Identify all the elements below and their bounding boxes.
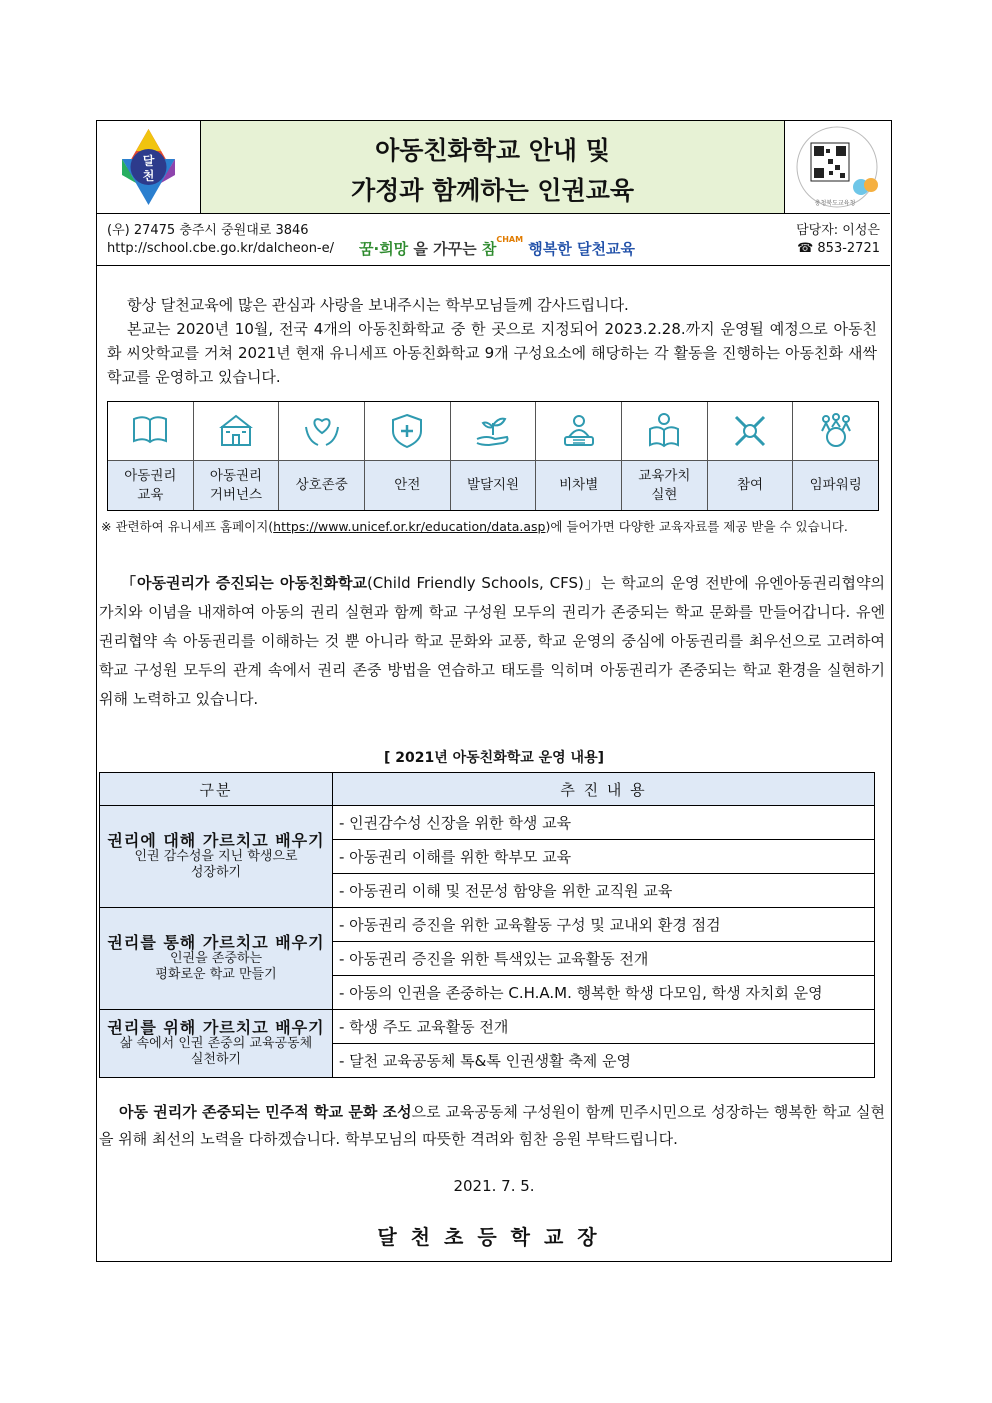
plan-category-title: 권리를 위해 가르치고 배우기: [107, 1017, 325, 1037]
cfs-component-label: 안전: [365, 461, 450, 510]
emblem-text-bottom: 천: [142, 169, 155, 183]
school-address: (우) 27475 충주시 중원대로 3846: [107, 223, 309, 238]
plan-item: - 아동권리 증진을 위한 특색있는 교육활동 전개: [333, 942, 875, 976]
cfs-component-icon-box: [622, 402, 707, 461]
cfs-component-6: [536, 402, 622, 510]
cfs-component-label: 아동권리 교육: [108, 461, 193, 510]
plan-category-1: [100, 806, 333, 908]
document-title-line2: 가정과 함께하는 인권교육: [350, 176, 635, 205]
table-row: [100, 806, 875, 840]
principal-signature: 달천초등학교장: [377, 1225, 611, 1249]
plan-category-subtitle: 인권을 존중하는 평화로운 학교 만들기: [155, 950, 277, 982]
cfs-component-label: 아동권리 거버넌스: [194, 461, 279, 510]
closing-paragraph: [99, 1099, 885, 1153]
document-date: 2021. 7. 5.: [453, 1177, 535, 1195]
cfs-component-7: [622, 402, 708, 510]
phone-number: ☎ 853-2721: [797, 241, 880, 256]
school-slogan: [359, 235, 635, 259]
cfs-component-label: 임파워링: [793, 461, 878, 510]
plan-table-title: [ 2021년 아동친화학교 운영 내용]: [383, 750, 605, 766]
plan-header-content: 추 진 내 용: [333, 773, 875, 806]
plan-header-category: 구분: [100, 773, 333, 806]
cfs-component-icon-box: [536, 402, 621, 461]
closing-bold: 아동 권리가 존중되는 민주적 학교 문화 조성: [119, 1103, 412, 1121]
document-title-line1: 아동친화학교 안내 및: [375, 136, 610, 165]
cfs-bold: 「아동권리가 증진되는 아동친화학교: [121, 574, 367, 592]
cfs-component-icon-box: [708, 402, 793, 461]
cfs-component-9: [793, 402, 878, 510]
cfs-component-icon-box: [194, 402, 279, 461]
cfs-component-1: [108, 402, 194, 510]
school-url[interactable]: http://school.cbe.go.kr/dalcheon-e/: [107, 241, 335, 256]
slogan-cham: CHAM: [496, 235, 524, 244]
unicef-note: [101, 517, 848, 535]
plan-item: - 학생 주도 교육활동 전개: [333, 1010, 875, 1044]
note-prefix: ※ 관련하여 유니세프 홈페이지(: [101, 519, 274, 534]
emblem-text-top: 달: [142, 154, 155, 168]
cfs-component-label: 교육가치 실현: [622, 461, 707, 510]
cfs-component-label: 비차별: [536, 461, 621, 510]
plan-category-title: 권리를 통해 가르치고 배우기: [107, 932, 325, 952]
school-logo-cell: [97, 121, 201, 213]
title-cell: [201, 121, 785, 213]
cfs-component-4: [365, 402, 451, 510]
cfs-component-5: [451, 402, 537, 510]
table-row: [100, 1010, 875, 1044]
joined-hands-icon: [729, 411, 771, 451]
school-building-icon: [215, 411, 257, 451]
sprout-hand-icon: [472, 411, 514, 451]
document-header: [97, 121, 890, 214]
book-icon: [129, 411, 171, 451]
qr-code-icon: [785, 121, 890, 213]
intro-paragraph-2: 본교는 2020년 10월, 전국 4개의 아동친화학교 중 한 곳으로 지정되어 2023.2.28.까지 운영될 예정으로 아동친화 씨앗학교를 거쳐 2021년 현재 유니세프 아동친화학교 9개 구성요소에 해당하는 각 활동을 진행하는 아동친화 새싹학교를 운영하고 있습니다.: [107, 320, 877, 386]
closing-text: 으로 교육공동체 구성원이 함께 민주시민으로 성장하는 행복한 학교 실현을 위해 최선의 노력을 다하겠습니다. 학부모님의 따뜻한 격려와 힘찬 응원 부탁드립니다.: [99, 1103, 885, 1148]
cfs-component-label: 참여: [708, 461, 793, 510]
plan-item: - 달천 교육공동체 톡&톡 인권생활 축제 운영: [333, 1044, 875, 1078]
slogan-part2: 을 가꾸는: [413, 240, 477, 258]
cfs-component-icon-box: [793, 402, 878, 461]
intro-paragraph-1: 항상 달천교육에 많은 관심과 사랑을 보내주시는 학부모님들께 감사드립니다.: [127, 296, 629, 314]
note-suffix: )에 들어가면 다양한 교육자료를 제공 받을 수 있습니다.: [545, 519, 848, 534]
plan-item: - 인권감수성 신장을 위한 학생 교육: [333, 806, 875, 840]
plan-item: - 아동권리 증진을 위한 교육활동 구성 및 교내외 환경 점검: [333, 908, 875, 942]
plan-category-subtitle: 인권 감수성을 지닌 학생으로 성장하기: [134, 848, 298, 880]
cfs-component-label: 상호존중: [279, 461, 364, 510]
school-emblem-icon: [97, 121, 200, 213]
cfs-text: (Child Friendly Schools, CFS)」는 학교의 운영 전반에 유엔아동권리협약의 가치와 이념을 내재하여 아동의 권리 실현과 함께 학교 구성원 모두의 권리가 존중되는 학교 문화를 만들어갑니다. 유엔권리협약 속 아동권리를 이해하는 것 뿐 아니라 학교 문화와 교풍, 학교 운영의 중심에 아동권리를 최우선으로 고려하여 학교 구성원 모두의 관계 속에서 권리 존중 방법을 연습하고 태도를 익히며 아동권리가 존중되는 학교 환경을 실현하기 위해 노력하고 있습니다.: [99, 574, 885, 708]
cfs-component-icon-box: [279, 402, 364, 461]
slogan-part4: 행복한: [528, 240, 572, 258]
slogan-part3: 참: [481, 240, 497, 258]
qr-cell: [785, 121, 890, 213]
reading-person-icon: [643, 411, 685, 451]
cfs-component-label: 발달지원: [451, 461, 536, 510]
cfs-component-icon-box: [365, 402, 450, 461]
slogan-part5: 달천교육: [577, 240, 635, 258]
unicef-link[interactable]: https://www.unicef.or.kr/education/data.asp: [273, 519, 546, 534]
plan-table: [99, 772, 875, 1078]
cfs-paragraph: [99, 569, 885, 714]
heart-hands-icon: [301, 411, 343, 451]
slogan-part1: 꿈·희망: [359, 240, 409, 258]
plan-category-3: [100, 1010, 333, 1078]
cfs-component-2: [194, 402, 280, 510]
shield-cross-icon: [386, 411, 428, 451]
cfs-components-grid: [107, 401, 879, 511]
plan-item: - 아동권리 이해를 위한 학부모 교육: [333, 840, 875, 874]
plan-category-subtitle: 삶 속에서 인권 존중의 교육공동체 실천하기: [119, 1035, 313, 1067]
school-info-bar: [97, 213, 890, 266]
cfs-component-8: [708, 402, 794, 510]
cfs-component-icon-box: [451, 402, 536, 461]
svg-text:충청북도교육청: 충청북도교육청: [814, 200, 856, 207]
plan-category-2: [100, 908, 333, 1010]
document-frame: [96, 120, 892, 1262]
plan-item: - 아동의 인권을 존중하는 C.H.A.M. 행복한 학생 다모임, 학생 자치회 운영: [333, 976, 875, 1010]
plan-category-title: 권리에 대해 가르치고 배우기: [107, 830, 325, 850]
people-globe-icon: [815, 411, 857, 451]
plan-item: - 아동권리 이해 및 전문성 함양을 위한 교직원 교육: [333, 874, 875, 908]
cfs-component-3: [279, 402, 365, 510]
manager-name: 담당자: 이성은: [796, 223, 880, 238]
cfs-component-icon-box: [108, 402, 193, 461]
table-row: [100, 908, 875, 942]
people-equal-icon: [558, 411, 600, 451]
